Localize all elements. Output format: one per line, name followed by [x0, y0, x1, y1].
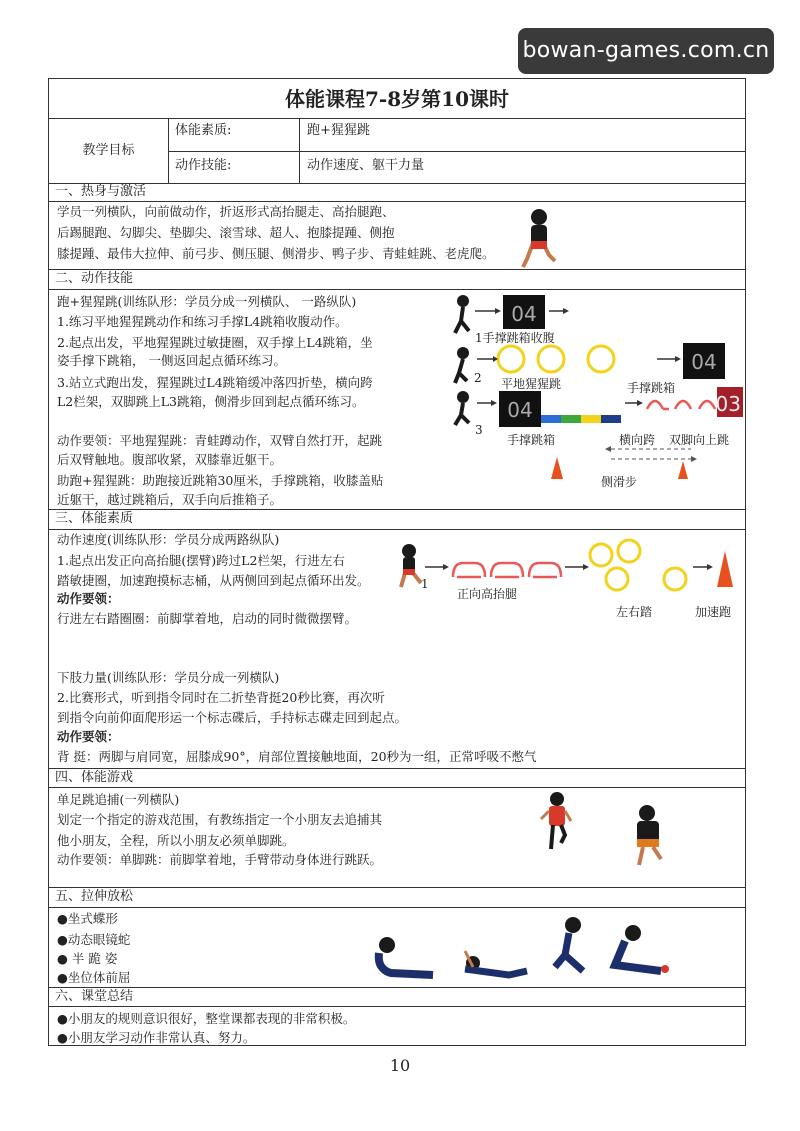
box-number: 04: [511, 302, 537, 326]
text-line: 后双臂触地。腹部收紧，双膝靠近躯干。: [57, 452, 283, 467]
hurdle: [675, 401, 691, 409]
stretch-kid: [379, 937, 433, 975]
section-heading: 五、拉伸放松: [55, 889, 134, 904]
list-item: ● 半 跪 姿: [57, 951, 118, 966]
agility-hoop: [618, 540, 640, 562]
divider: [168, 151, 745, 152]
text-line: 1.起点出发正向高抬腿(摆臂)跨过L2栏架，行进左右: [57, 553, 345, 568]
drill-diagram: [451, 291, 743, 487]
objectives-label: 教学目标: [82, 143, 135, 158]
figure-label: 平地猩猩跳: [501, 377, 562, 391]
list-item: ●坐位体前屈: [57, 970, 131, 985]
box-number: 04: [507, 398, 533, 422]
lesson-sheet: [48, 78, 746, 1046]
page-number: 10: [389, 1056, 411, 1075]
objective-key: 体能素质:: [175, 123, 232, 138]
figure-label: 加速跑: [695, 605, 732, 619]
hurdle: [529, 563, 561, 577]
figure-label: 1: [421, 577, 429, 591]
divider: [49, 907, 745, 908]
folding-mat: [541, 415, 561, 423]
agility-hoop: [588, 346, 614, 372]
divider: [49, 183, 745, 184]
section-heading: 一、热身与激活: [55, 184, 147, 199]
list-item: ●小朋友学习动作非常认真、努力。: [57, 1030, 256, 1045]
agility-hoop: [498, 346, 524, 372]
agility-hoop: [538, 346, 564, 372]
text-line: 姿手撑下跳箱， 一侧返回起点循环练习。: [57, 353, 286, 368]
text-line: 2.起点出发，平地猩猩跳过敏捷圈，双手撑上L4跳箱，坐: [57, 335, 373, 350]
figure-label: 左右踏: [616, 605, 653, 619]
list-item: ●坐式蝶形: [57, 911, 118, 926]
divider: [49, 987, 745, 988]
list-item: ●小朋友的规则意识很好，整堂课都表现的非常积极。: [57, 1011, 356, 1026]
text-line: 3.站立式跑出发，猩猩跳过L4跳箱缓冲落四折垫，横向跨: [57, 375, 373, 390]
text-line: 动作要领：: [57, 729, 120, 744]
figure-label: 3: [475, 423, 483, 437]
figure-label: 手撑跳箱: [507, 433, 556, 447]
divider: [49, 509, 745, 510]
text-line: 助跑+猩猩跳：助跑接近跳箱30厘米，手撑跳箱，收膝盖贴: [57, 473, 384, 488]
objective-value: 跑+猩猩跳: [307, 123, 370, 138]
text-line: 1.练习平地猩猩跳动作和练习手撑L4跳箱收腹动作。: [57, 314, 348, 329]
text-line: 背 挺：两脚与肩同宽，屈膝成90°，肩部位置接触地面，20秒为一组，正常呼吸不憋气: [57, 749, 537, 764]
kid-figure: [455, 295, 469, 333]
hurdle: [491, 563, 523, 577]
hopping-kid-photo: [625, 803, 671, 873]
box-number: 03: [715, 392, 741, 416]
figure-label: 手撑跳箱: [627, 381, 676, 395]
text-line: 动作要领：单脚跳：前脚掌着地，手臂带动身体进行跳跃。: [57, 852, 383, 867]
text-line: 跑+猩猩跳(训练队形：学员分成一列横队、 一路纵队): [57, 294, 357, 309]
watermark: bowan-games.com.cn: [518, 28, 774, 74]
kid-figure: [455, 347, 469, 383]
agility-hoop: [606, 568, 628, 590]
text-line: 划定一个指定的游戏范围，有教练指定一个小朋友去追捕其: [57, 812, 383, 827]
section-heading: 六、课堂总结: [55, 989, 134, 1004]
cone: [678, 461, 688, 479]
text-line: 后踢腿跑、勾脚尖、垫脚尖、滚雪球、超人、抱膝提踵、侧抱: [57, 225, 395, 240]
cone: [551, 457, 563, 479]
text-line: 动作要领：: [57, 591, 120, 606]
section-heading: 二、动作技能: [55, 271, 134, 286]
figure-label: 双脚向上跳: [669, 433, 730, 447]
list-item: ●动态眼镜蛇: [57, 932, 131, 947]
objective-key: 动作技能:: [175, 158, 232, 173]
folding-mat: [601, 415, 621, 423]
box-number: 04: [691, 350, 717, 374]
divider: [49, 289, 745, 290]
section-heading: 四、体能游戏: [55, 770, 134, 785]
divider: [49, 1006, 745, 1007]
stretch-kid: [555, 917, 583, 971]
hurdle: [647, 401, 669, 409]
stretch-kid: [465, 951, 527, 975]
text-line: 他小朋友，全程，所以小朋友必须单脚跳。: [57, 833, 295, 848]
text-line: L2栏架，双脚跳上L3跳箱，侧滑步回到起点循环练习。: [57, 394, 365, 409]
text-line: 到指令向前仰面爬形运一个标志碟后，手持标志碟走回到起点。: [57, 710, 408, 725]
figure-label: 正向高抬腿: [457, 587, 518, 601]
hopping-kid-photo: [537, 791, 577, 859]
cone: [717, 551, 733, 587]
text-line: 行进左右踏圈圈：前脚掌着地，启动的同时微微摆臂。: [57, 611, 358, 626]
text-line: 动作速度(训练队形：学员分成两路纵队): [57, 532, 280, 547]
text-line: 2.比赛形式，听到指令同时在二折垫背挺20秒比赛，再次听: [57, 690, 385, 705]
figure-label: 2: [474, 371, 482, 385]
figure-label: 1手撑跳箱收腹: [475, 331, 555, 345]
kid-figure: [455, 391, 469, 425]
divider: [49, 887, 745, 888]
agility-hoop: [664, 568, 686, 590]
text-line: 下肢力量(训练队形：学员分成一列横队): [57, 670, 280, 685]
folding-mat: [581, 415, 601, 423]
kid-figure: [401, 544, 421, 587]
divider: [49, 269, 745, 270]
objective-value: 动作速度、躯干力量: [307, 158, 425, 173]
running-kid-photo: [519, 207, 559, 269]
hurdle: [699, 401, 715, 409]
stretch-kid: [615, 925, 669, 973]
text-line: 单足跳追捕(一列横队): [57, 792, 180, 807]
hurdle: [453, 563, 485, 577]
text-line: 学员一列横队，向前做动作，折返形式高抬腿走、高抬腿跑、: [57, 204, 395, 219]
folding-mat: [561, 415, 581, 423]
divider: [49, 787, 745, 788]
text-line: 动作要领：平地猩猩跳：青蛙蹲动作，双臂自然打开，起跳: [57, 433, 383, 448]
divider: [49, 768, 745, 769]
stretch-photos: [369, 911, 673, 985]
page-title: 体能课程7-8岁第10课时: [49, 79, 745, 119]
agility-hoop: [590, 544, 612, 566]
figure-label: 侧滑步: [601, 475, 638, 489]
text-line: 踏敏捷圈，加速跑摸标志桶，从两侧回到起点循环出发。: [57, 573, 370, 588]
section-heading: 三、体能素质: [55, 511, 134, 526]
text-line: 近躯干，越过跳箱后，双手向后推箱子。: [57, 492, 283, 507]
figure-label: 横向跨: [619, 433, 656, 447]
speed-drill-diagram: [395, 537, 743, 621]
text-line: 膝提踵、最伟大拉伸、前弓步、侧压腿、侧滑步、鸭子步、青蛙蛙跳、老虎爬。: [57, 246, 495, 261]
